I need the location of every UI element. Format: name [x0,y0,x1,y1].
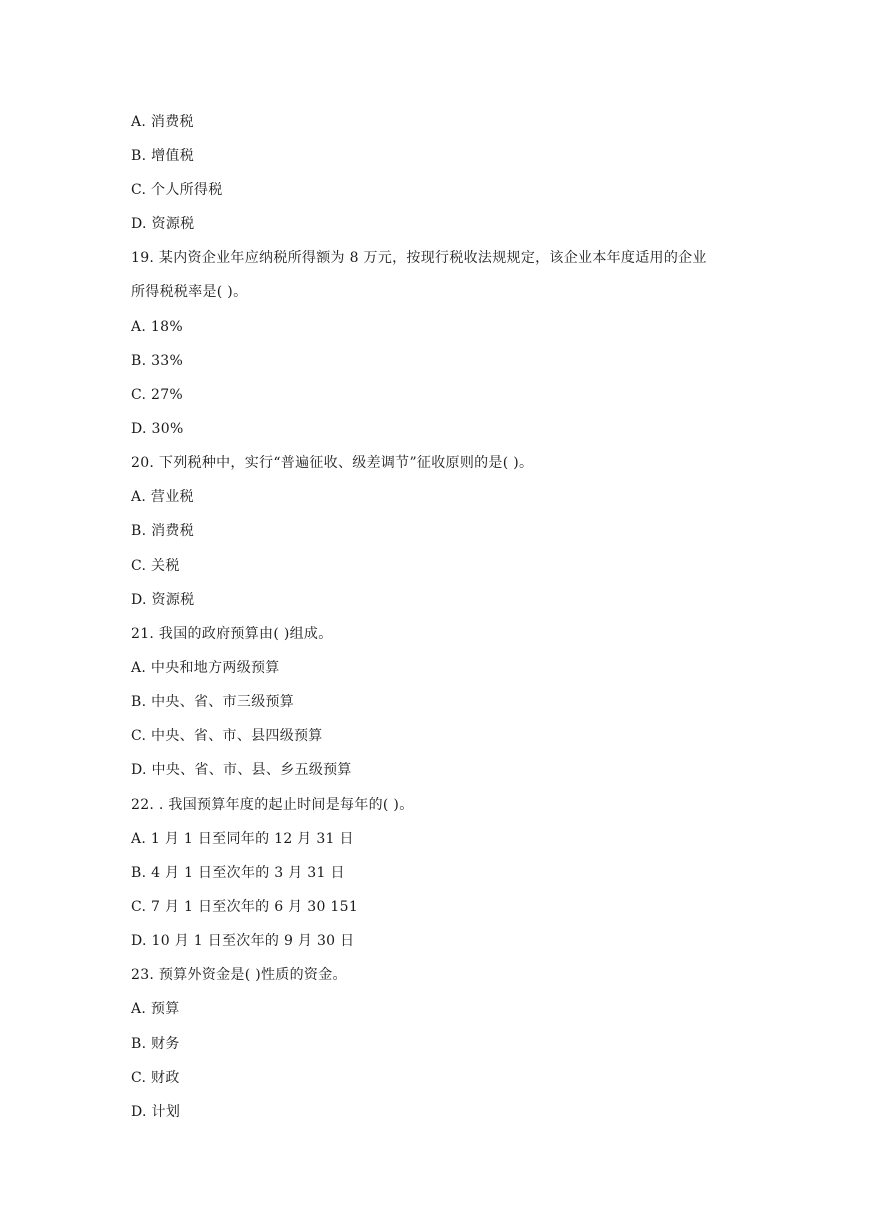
question-23: 23. 预算外资金是( )性质的资金。 [131,967,347,983]
option-a-q19: A. 18% [131,319,183,335]
option-b-q23: B. 财务 [131,1036,180,1052]
option-b-q21: B. 中央、省、市三级预算 [131,694,295,710]
option-d-q19: D. 30% [131,421,184,437]
option-a-q20: A. 营业税 [131,489,194,505]
question-21: 21. 我国的政府预算由( )组成。 [131,626,333,642]
option-a-q18: A. 消费税 [131,114,194,130]
option-b-q19: B. 33% [131,353,184,369]
question-22: 22. . 我国预算年度的起止时间是每年的( )。 [131,797,414,813]
option-c-q21: C. 中央、省、市、县四级预算 [131,728,323,744]
option-b-q20: B. 消费税 [131,523,194,539]
question-19-line-2: 所得税税率是( )。 [131,284,248,300]
option-c-q18: C. 个人所得税 [131,182,223,198]
option-c-q19: C. 27% [131,387,184,403]
option-d-q18: D. 资源税 [131,216,195,232]
option-c-q22: C. 7 月 1 日至次年的 6 月 30 151 [131,899,359,915]
option-a-q21: A. 中央和地方两级预算 [131,660,280,676]
option-b-q22: B. 4 月 1 日至次年的 3 月 31 日 [131,865,345,881]
option-d-q20: D. 资源税 [131,592,195,608]
option-a-q22: A. 1 月 1 日至同年的 12 月 31 日 [131,831,354,847]
option-d-q21: D. 中央、省、市、县、乡五级预算 [131,762,352,778]
question-20: 20. 下列税种中，实行“普遍征收、级差调节”征收原则的是( )。 [131,455,534,471]
option-c-q23: C. 财政 [131,1070,180,1086]
option-d-q22: D. 10 月 1 日至次年的 9 月 30 日 [131,933,355,949]
option-b-q18: B. 增值税 [131,148,194,164]
option-c-q20: C. 关税 [131,558,180,574]
option-d-q23: D. 计划 [131,1104,181,1120]
question-19-line-1: 19. 某内资企业年应纳税所得额为 8 万元，按现行税收法规规定，该企业本年度适用的企业 [131,250,707,266]
option-a-q23: A. 预算 [131,1001,180,1017]
